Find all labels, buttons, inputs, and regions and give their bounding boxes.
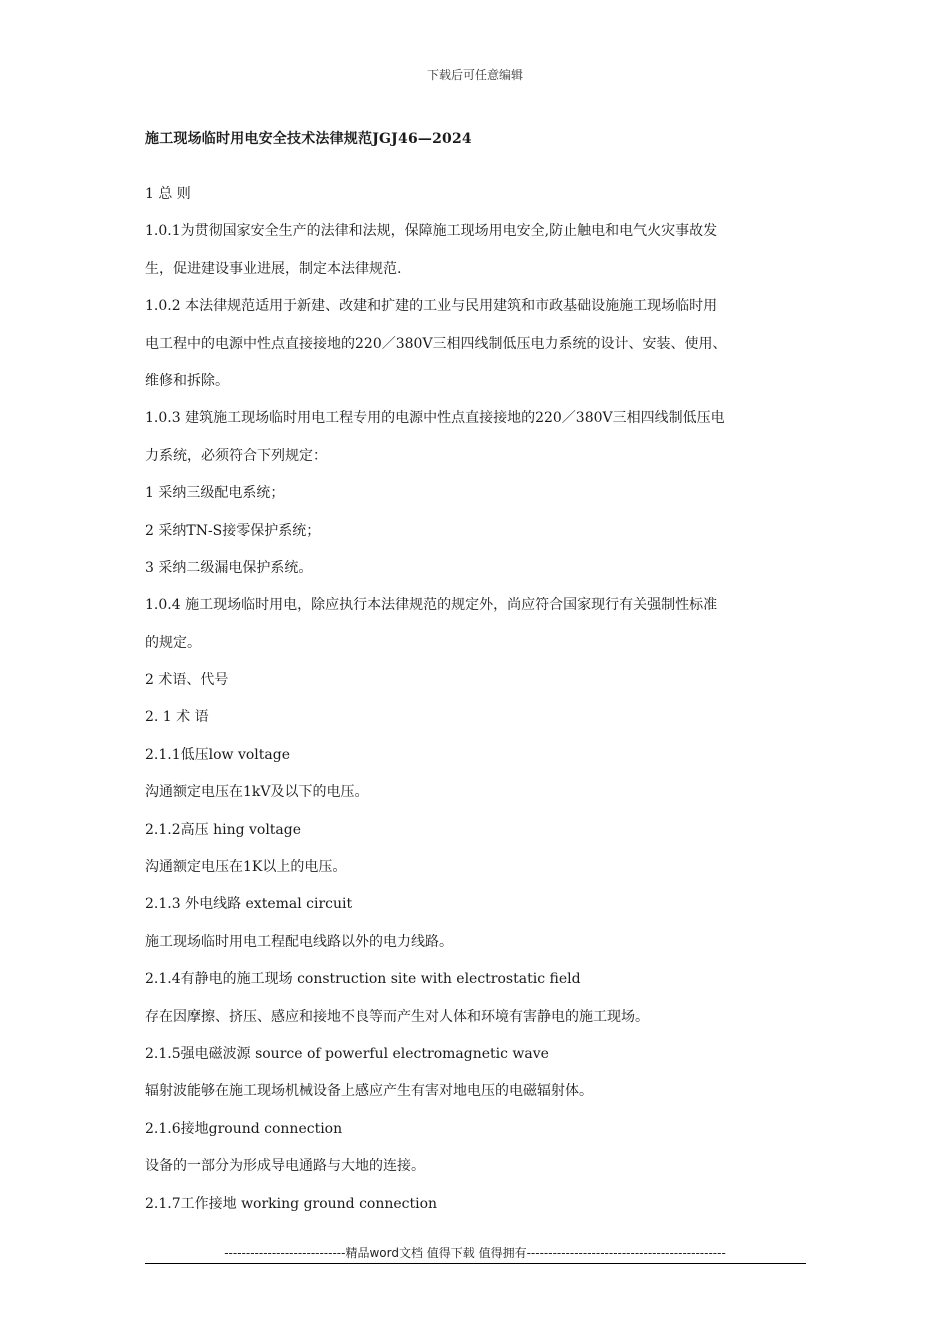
body-line: 1.0.4 施工现场临时用电，除应执行本法律规范的规定外，尚应符合国家现行有关强制性标准 bbox=[145, 597, 718, 614]
body-line: 2.1.5强电磁波源 source of powerful electromagnetic wave bbox=[145, 1045, 549, 1062]
body-line: 电工程中的电源中性点直接接地的220／380V三相四线制低压电力系统的设计、安装、使用、 bbox=[145, 335, 727, 352]
body-line: 设备的一部分为形成导电通路与大地的连接。 bbox=[145, 1158, 425, 1175]
body-line: 3 采纳二级漏电保护系统。 bbox=[145, 559, 313, 576]
page-header-note: 下载后可任意编辑 bbox=[426, 68, 523, 82]
body-line: 力系统，必须符合下列规定： bbox=[145, 447, 327, 464]
body-line: 生，促进建设事业进展，制定本法律规范. bbox=[145, 260, 402, 277]
body-line: 2.1.3 外电线路 extemal circuit bbox=[145, 896, 353, 913]
body-line: 1.0.1为贯彻国家安全生产的法律和法规，保障施工现场用电安全,防止触电和电气火灾事故发 bbox=[145, 223, 718, 240]
body-line: 2 术语、代号 bbox=[145, 672, 229, 689]
body-line: 2.1.2高压 hing voltage bbox=[145, 821, 302, 838]
body-line: 辐射波能够在施工现场机械设备上感应产生有害对地电压的电磁辐射体。 bbox=[145, 1083, 593, 1100]
body-line: 2.1.7工作接地 working ground connection bbox=[145, 1195, 438, 1212]
body-line: 沟通额定电压在1K以上的电压。 bbox=[145, 859, 347, 876]
footer-divider bbox=[145, 1263, 806, 1264]
document-title: 施工现场临时用电安全技术法律规范JGJ46—2024 bbox=[145, 131, 472, 147]
body-line: 2.1.1低压low voltage bbox=[145, 746, 290, 763]
body-line: 沟通额定电压在1kV及以下的电压。 bbox=[145, 784, 369, 801]
body-line: 2.1.4有静电的施工现场 construction site with electrostatic field bbox=[145, 971, 581, 988]
body-line: 2.1.6接地ground connection bbox=[145, 1120, 343, 1137]
body-line: 1.0.2 本法律规范适用于新建、改建和扩建的工业与民用建筑和市政基础设施施工现场临时用 bbox=[145, 298, 718, 315]
body-line: 1.0.3 建筑施工现场临时用电工程专用的电源中性点直接接地的220／380V三相四线制低压电 bbox=[145, 410, 725, 427]
document-body bbox=[145, 183, 810, 1230]
body-line: 维修和拆除。 bbox=[145, 372, 229, 389]
body-line: 的规定。 bbox=[145, 634, 201, 651]
body-line: 施工现场临时用电工程配电线路以外的电力线路。 bbox=[145, 933, 453, 950]
body-line: 1 采纳三级配电系统； bbox=[145, 485, 285, 502]
body-line: 2 采纳TN-S接零保护系统； bbox=[145, 522, 321, 539]
body-line: 1 总 则 bbox=[145, 186, 191, 202]
body-line: 2. 1 术 语 bbox=[145, 709, 209, 726]
body-line: 存在因摩擦、挤压、感应和接地不良等而产生对人体和环境有害静电的施工现场。 bbox=[145, 1008, 649, 1025]
page-footer-note: ----------------------------精品word文档 值得下载 值得拥有---------------------------------------------- bbox=[224, 1246, 726, 1260]
